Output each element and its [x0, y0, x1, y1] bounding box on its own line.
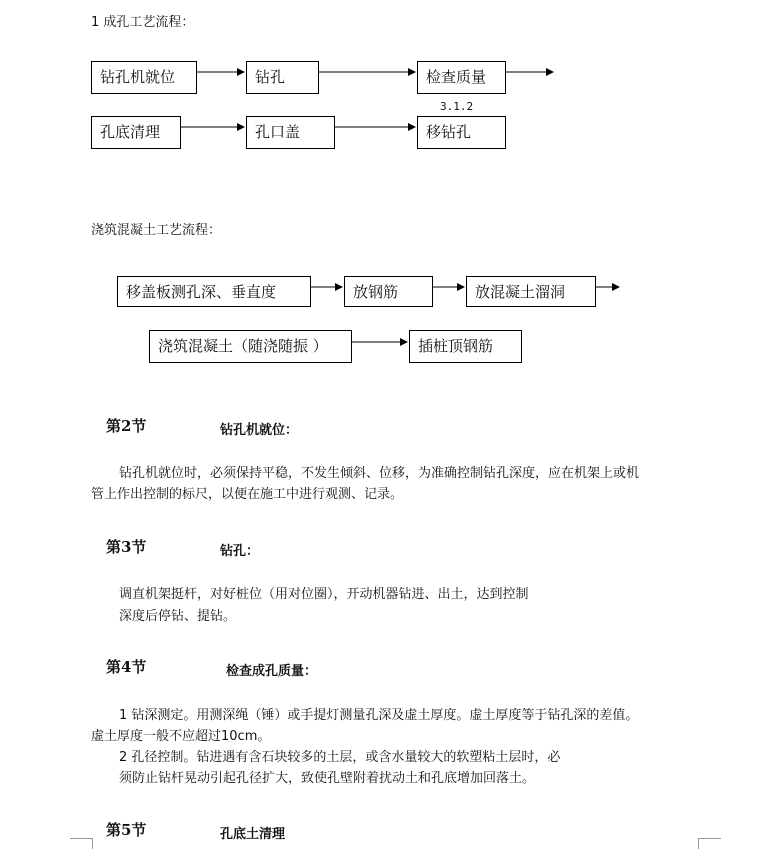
- flow-box-quality-check: 检查质量: [417, 61, 506, 94]
- flow-box-move-rig: 移钻孔: [417, 116, 506, 149]
- section-2-line-2: 管上作出控制的标尺，以便在施工中进行观测、记录。: [91, 487, 404, 502]
- section-4-title: 检查成孔质量：: [226, 664, 318, 679]
- page-corner-mark-right: [698, 838, 721, 849]
- flow-box-rebar: 放钢筋: [344, 276, 433, 307]
- section-4-line-3: 2 孔径控制。钻进遇有含石块较多的土层，或含水量较大的软塑粘土层时，必: [119, 750, 561, 765]
- section-4-line-4: 须防止钻杆晃动引起孔径扩大，致使孔壁附着扰动土和孔底增加回落土。: [119, 771, 536, 786]
- section-3-line-2: 深度后停钻、提钻。: [119, 609, 237, 624]
- section-4-number: 第4节: [106, 658, 147, 676]
- flow-box-cover-measure: 移盖板测孔深、垂直度: [117, 276, 311, 307]
- section-2-title: 钻孔机就位：: [220, 423, 299, 438]
- flow-box-pile-top-rebar: 插桩顶钢筋: [409, 330, 522, 363]
- flow1-reference-number: 3.1.2: [440, 100, 474, 113]
- flow-box-hole-cover: 孔口盖: [246, 116, 335, 149]
- flow-box-concrete-chute: 放混凝土溜洞: [466, 276, 596, 307]
- section-3-title: 钻孔：: [220, 544, 260, 559]
- flow2-title: 浇筑混凝土工艺流程：: [91, 223, 222, 238]
- section-3-number: 第3节: [106, 538, 147, 556]
- flow-box-pour-concrete: 浇筑混凝土（随浇随振 ）: [149, 330, 352, 363]
- section-2-line-1: 钻孔机就位时，必须保持平稳，不发生倾斜、位移，为准确控制钻孔深度，应在机架上或机: [119, 466, 640, 481]
- section-3-line-1: 调直机架挺杆，对好桩位（用对位圈），开动机器钻进、出土，达到控制: [119, 587, 529, 602]
- page-corner-mark-left: [70, 838, 93, 849]
- section-4-line-1: 1 钻深测定。用测深绳（锤）或手提灯测量孔深及虚土厚度。虚土厚度等于钻孔深的差值。: [119, 708, 639, 723]
- flow-box-hole-bottom-clean: 孔底清理: [91, 116, 181, 149]
- section-5-number: 第5节: [106, 821, 147, 839]
- section-5-title: 孔底土清理: [220, 827, 286, 842]
- section-4-line-2: 虚土厚度一般不应超过10cm。: [91, 729, 271, 744]
- flow-box-drilling: 钻孔: [246, 61, 319, 94]
- section-2-number: 第2节: [106, 417, 147, 435]
- flow1-title: 1 成孔工艺流程：: [91, 15, 195, 30]
- flow-box-position-rig: 钻孔机就位: [91, 61, 197, 94]
